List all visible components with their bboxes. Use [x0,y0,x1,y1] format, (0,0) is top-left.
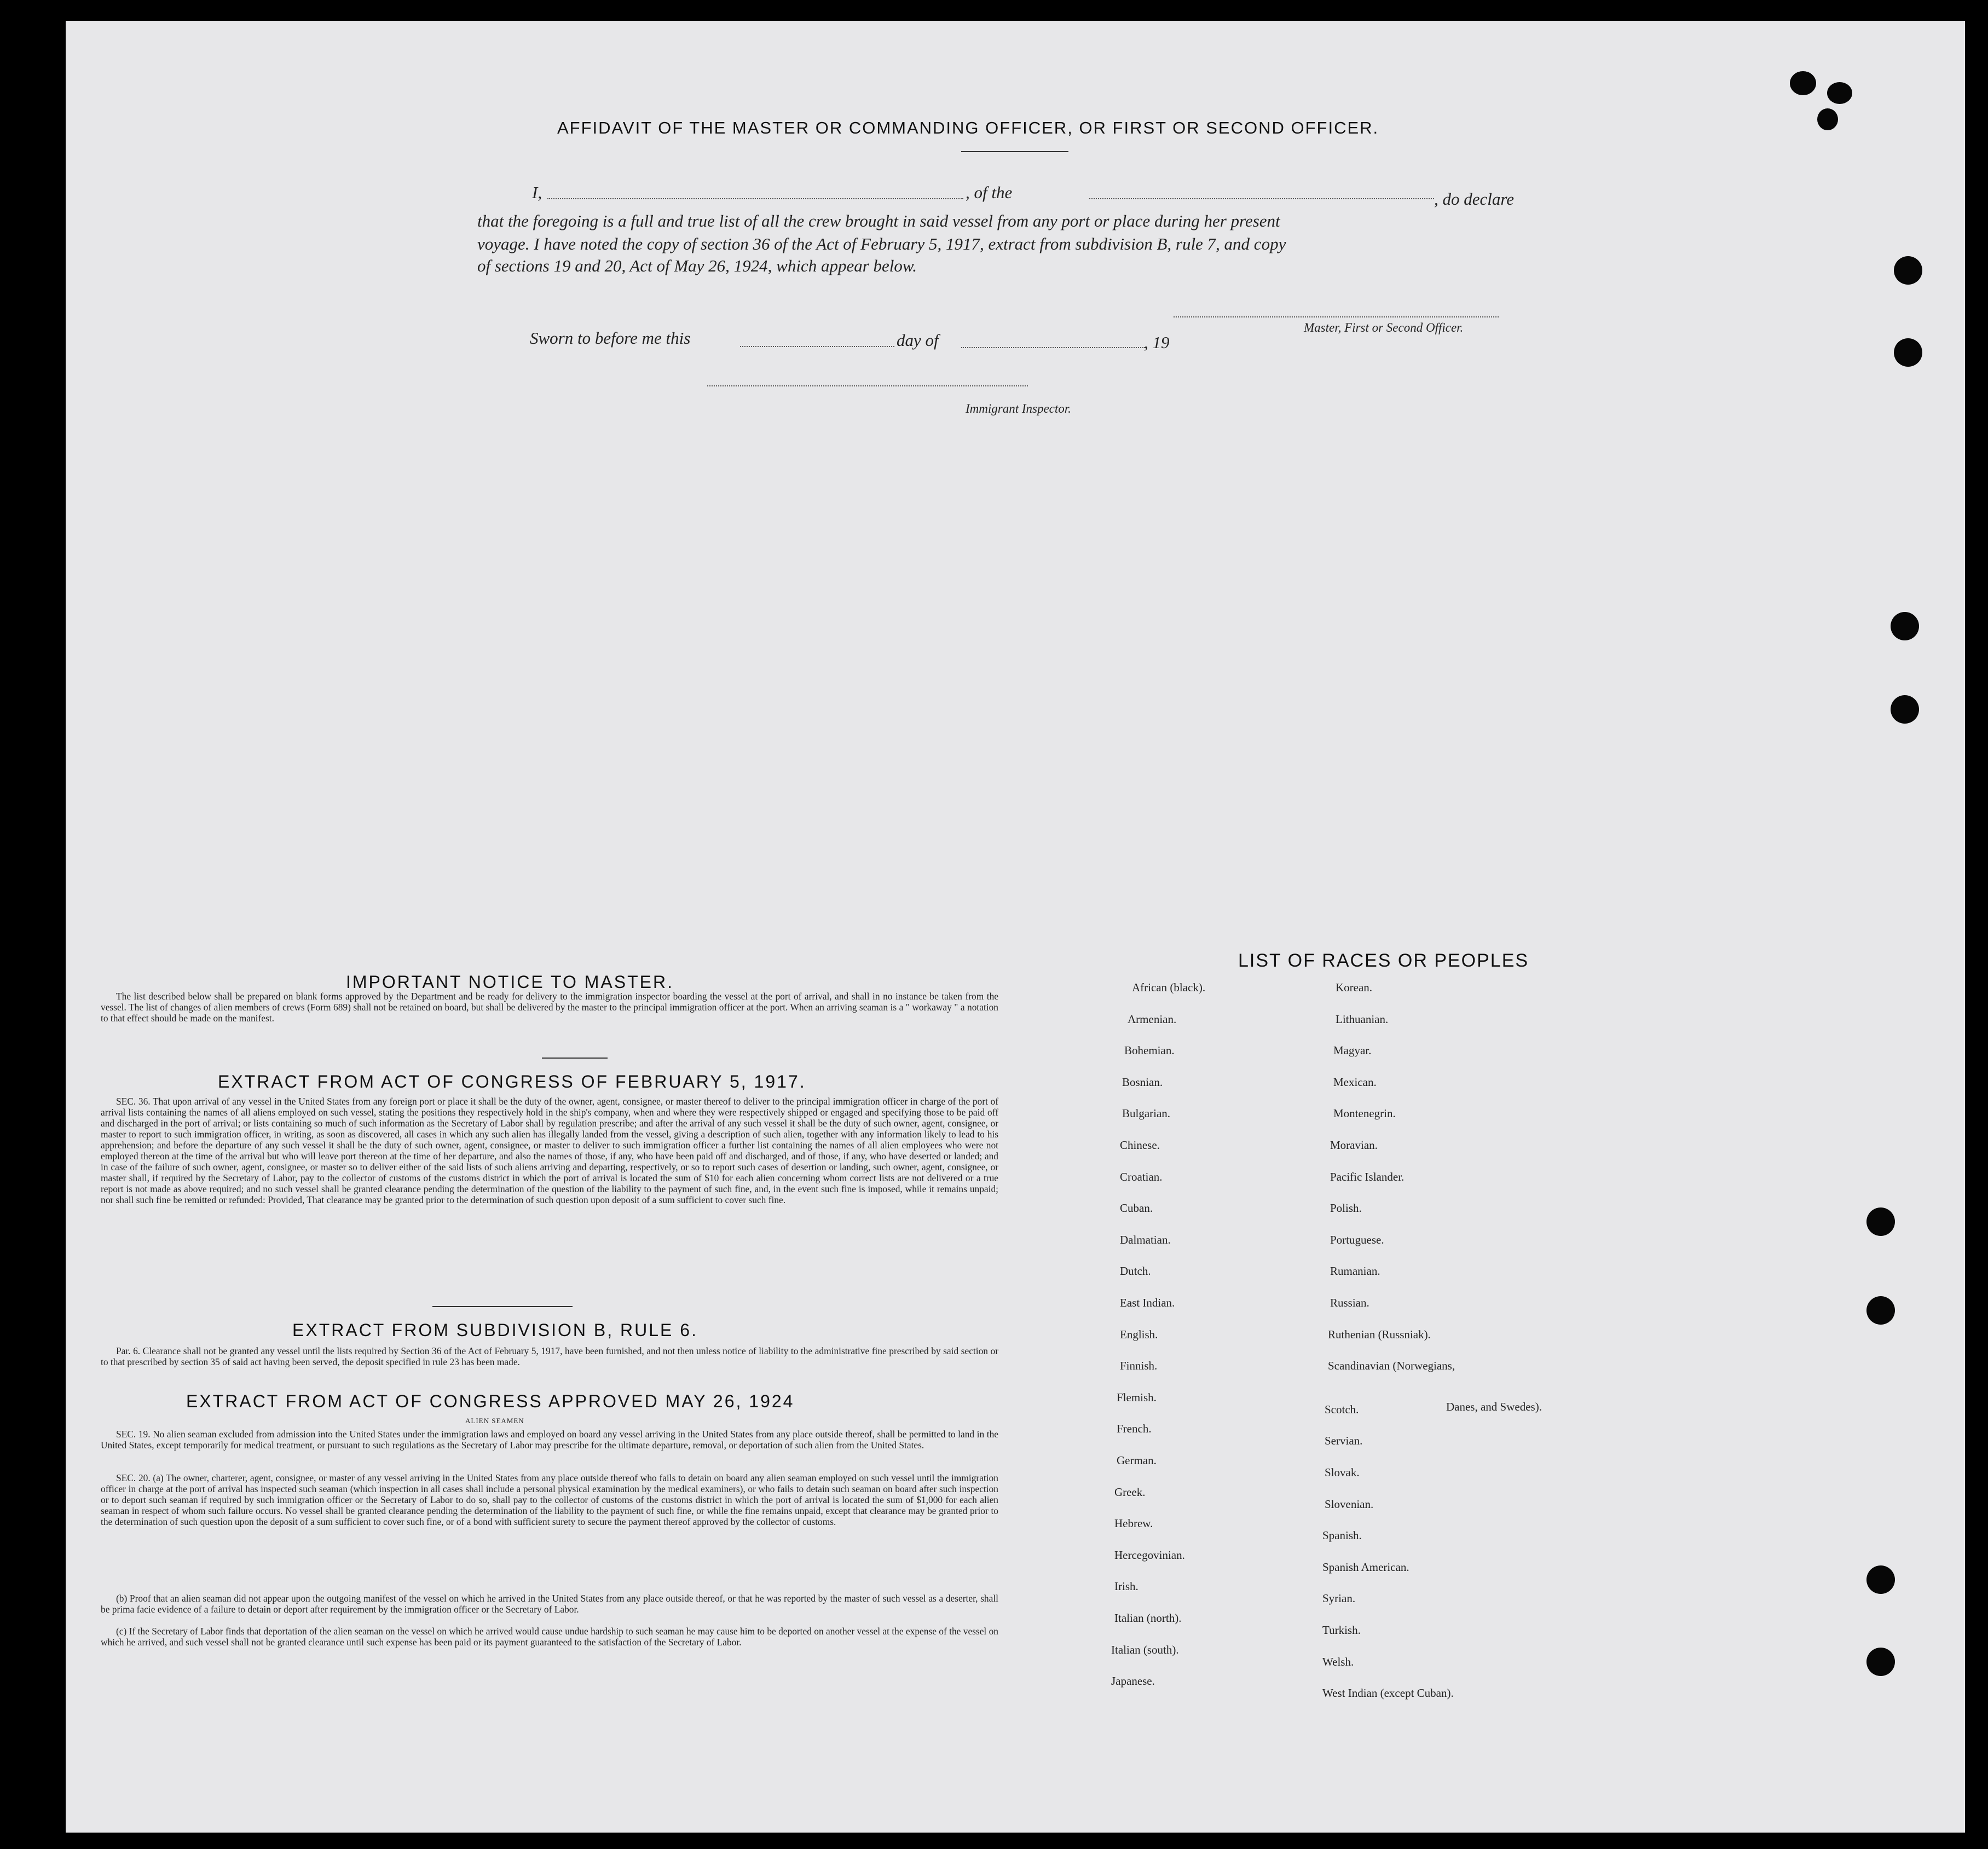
race-left-item: Greek. [1114,1485,1146,1499]
race-scandinavian-cont: Danes, and Swedes). [1446,1400,1542,1413]
race-left-item: Bosnian. [1122,1075,1163,1089]
race-left-item: Hebrew. [1114,1517,1153,1530]
race-left-item: English. [1120,1327,1158,1341]
race-right-item: Polish. [1330,1201,1362,1215]
alien-seamen-subtitle: ALIEN SEAMEN [465,1417,524,1425]
punch-hole-4 [1894,256,1922,285]
races-title: LIST OF RACES OR PEOPLES [1238,950,1529,971]
declaration-line-3: of sections 19 and 20, Act of May 26, 1924, which appear below. [477,256,917,275]
race-right-item: Welsh. [1322,1655,1354,1668]
race-left-item: African (black). [1132,981,1206,994]
race-left-item: Flemish. [1117,1390,1157,1404]
race-right-item: Magyar. [1333,1044,1372,1058]
punch-hole-11 [1866,1648,1895,1676]
inspector-caption: Immigrant Inspector. [966,402,1071,415]
sworn-label: Sworn to before me this [530,328,691,348]
race-left-item: Croatian. [1120,1170,1163,1183]
extract-1917-text: SEC. 36. That upon arrival of any vessel in the United States from any foreign port or place it shall be the duty of the owner, agent, consignee, or master thereof to deliver to the principal immigration officer in charge of the port of arrival lists containing the names of all aliens employed on such vessel, stating the positions they respectively hold in the ship's company, when and where they were respectively shipped or engaged and specifying those to be paid off and discharged in the port of arrival; or lists containing so much of such information as the Secretary of Labor shall by regulation prescribe; and after the arrival of any such vessel it shall be the duty of such owner, agent, consignee, or master to report to such immigration officer, in writing, as soon as discovered, all cases in which any such alien has illegally landed from the vessel, giving a description of such alien, together with any information likely to lead to his apprehension; and before the departure of any such vessel it shall be the duty of such owner, agent, consignee, or master to deliver to such immigration officer a further list containing the names of all alien employees who were not employed thereon at the time of the arrival but who will leave port thereon at the time of her departure, and also the names of those, if any, who have been paid off and discharged, and of those, if any, who have deserted or landed; and in case of the failure of such owner, agent, consignee, or master so to deliver either of the said lists of such aliens arriving and departing, respectively, or so to report such cases of desertion or landing, such owner, agent, consignee, or master shall, if required by the Secretary of Labor, pay to the collector of customs of the customs district in which the port of arrival is located the sum of $10 for each alien concerning whom correct lists are not delivered or a true report is not made as above required; and no such vessel shall be granted clearance pending the determination of the question of the liability to the payment of such fine, and, in the event such fine is imposed, while it remains unpaid; nor shall such fine be remitted or refunded: Provided, That clearance may be granted prior to the determination of such question upon deposit of a sum sufficient to cover such fine. [101,1096,998,1205]
rule-6-text: Par. 6. Clearance shall not be granted any vessel until the lists required by Section 36 of the Act of February 5, 1917, have been furnished, and not then unless notice of liability to the administrative fine prescribed by said section or to that prescribed by section 35 of said act having been served, the deposit specified in rule 23 has been made. [101,1345,998,1367]
punch-hole-10 [1866,1565,1895,1594]
race-right-item: Lithuanian. [1336,1012,1389,1026]
notice-divider [542,1058,608,1059]
punch-hole-6 [1891,612,1919,640]
race-left-item: Dutch. [1120,1264,1151,1278]
sworn-month-line[interactable] [961,347,1145,348]
punch-hole-9 [1866,1296,1895,1325]
race-right-item: Mexican. [1333,1075,1377,1089]
sworn-day-line[interactable] [740,346,894,347]
master-signature-line[interactable] [1174,316,1499,317]
race-right-item: Scandinavian (Norwegians, [1328,1359,1455,1373]
sec-19-text: SEC. 19. No alien seaman excluded from admission into the United States under the immigration laws and employed on board any vessel arriving in the United States from any place outside thereof, shall be permitted to land in the United States, except temporarily for medical treatment, or pursuant to such regulations as the Secretary of Labor may prescribe for the ultimate departure, removal, or deportation of such alien from the United States. [101,1429,998,1451]
punch-hole-3 [1817,108,1838,130]
punch-hole-2 [1827,82,1852,104]
race-right-item: Korean. [1336,981,1373,994]
day-of-label: day of [897,331,939,350]
race-left-item: Finnish. [1120,1359,1158,1373]
race-right-item: Slovenian. [1325,1497,1374,1511]
race-left-item: Bulgarian. [1122,1107,1171,1120]
notice-title: IMPORTANT NOTICE TO MASTER. [346,972,674,992]
race-left-item: Armenian. [1128,1012,1177,1026]
race-right-item: Turkish. [1322,1623,1361,1637]
race-right-item: Slovak. [1325,1466,1360,1479]
vessel-name-line[interactable] [1089,198,1434,199]
punch-hole-5 [1894,338,1922,367]
race-left-item: Italian (south). [1111,1643,1179,1656]
declaration-line-2: voyage. I have noted the copy of section 36 of the Act of February 5, 1917, extract from subdivision B, rule 7, and copy [477,234,1286,253]
race-left-item: Japanese. [1111,1674,1155,1688]
race-left-item: French. [1117,1422,1152,1436]
extract-1924-title: EXTRACT FROM ACT OF CONGRESS APPROVED MAY 26, 1924 [186,1391,795,1411]
extract-1917-title: EXTRACT FROM ACT OF CONGRESS OF FEBRUARY 5, 1917. [218,1072,806,1091]
race-right-item: Rumanian. [1330,1264,1380,1278]
rule-6-title: EXTRACT FROM SUBDIVISION B, RULE 6. [292,1320,698,1340]
affidavit-title: AFFIDAVIT OF THE MASTER OR COMMANDING OFFICER, OR FIRST OR SECOND OFFICER. [557,118,1379,137]
race-left-item: German. [1117,1454,1157,1467]
sec-20a-text: SEC. 20. (a) The owner, charterer, agent, consignee, or master of any vessel arriving in the United States from any place outside thereof who fails to detain on board any alien seaman employed on such vessel until the immigration officer in charge at the port of arrival has inspected such seaman (which inspection in all cases shall include a personal physical examination by the medical examiners), or who fails to detain such seaman on board after such inspection or to deport such seaman if required by such immigration officer or the Secretary of Labor to do so, shall pay to the collector of customs of the customs district in which the port of arrival is located the sum of $1,000 for each alien seaman in respect of whom such failure occurs. No vessel shall be granted clearance pending the determination of the liability to the payment of such fine, or while the fine remains unpaid, except that clearance may be granted prior to the determination of such question upon the deposit of a sum sufficient to cover such fine, or of a bond with sufficient surety to secure the payment thereof approved by the collector of customs. [101,1472,998,1527]
sec-20b-text: (b) Proof that an alien seaman did not appear upon the outgoing manifest of the vessel on which he arrived in the United States from any place outside thereof, or that he was reported by the master of such vessel as a deserter, shall be prima facie evidence of a failure to detain or deport after requirement by the immigration officer or the Secretary of Labor. [101,1593,998,1615]
form-page [66,21,1965,1833]
race-left-item: Dalmatian. [1120,1233,1171,1246]
title-underline [961,151,1068,152]
race-right-item: Moravian. [1330,1139,1378,1152]
race-right-item: Spanish. [1322,1529,1362,1542]
year-label: , 19 [1144,333,1170,352]
race-right-item: Syrian. [1322,1592,1356,1605]
declaration-line-1: that the foregoing is a full and true list of all the crew brought in said vessel from any port or place during her present [477,211,1280,230]
punch-hole-8 [1866,1207,1895,1236]
punch-hole-1 [1790,71,1816,95]
declarant-label: I, [532,183,542,202]
race-left-item: Irish. [1114,1580,1139,1593]
race-right-item: Servian. [1325,1434,1363,1448]
do-declare-label: , do declare [1434,189,1515,209]
extract-1917-divider [432,1306,573,1307]
punch-hole-7 [1891,695,1919,724]
declarant-name-line[interactable] [547,198,963,199]
master-signature-caption: Master, First or Second Officer. [1304,321,1464,334]
notice-text: The list described below shall be prepared on blank forms approved by the Department and be ready for delivery to the immigration inspector boarding the vessel at the port of arrival, and shall in no instance be taken from the vessel. The list of changes of alien members of crews (Form 689) shall not be retained on board, but shall be delivered by the master to the principal immigration officer at the port. When an arriving seaman is a " workaway " a notation to that effect should be made on the manifest. [101,991,998,1024]
race-right-item: Scotch. [1325,1402,1359,1416]
of-the-label: , of the [966,183,1013,202]
race-left-item: East Indian. [1120,1296,1175,1309]
race-left-item: Bohemian. [1124,1044,1175,1058]
race-right-item: Russian. [1330,1296,1369,1309]
sec-20c-text: (c) If the Secretary of Labor finds that deportation of the alien seaman on the vessel on which he arrived would cause undue hardship to such seaman he may cause him to be deported on another vessel at the expense of the vessel on which he arrived, and such vessel shall not be granted clearance until such expense has been paid or its payment guaranteed to the satisfaction of the Secretary of Labor. [101,1626,998,1648]
race-right-item: Spanish American. [1322,1560,1409,1574]
race-right-item: Ruthenian (Russniak). [1328,1327,1431,1341]
race-left-item: Hercegovinian. [1114,1548,1185,1562]
race-left-item: Cuban. [1120,1201,1153,1215]
race-right-item: Portuguese. [1330,1233,1384,1246]
race-right-item: Montenegrin. [1333,1107,1396,1120]
race-right-item: Pacific Islander. [1330,1170,1405,1183]
race-left-item: Chinese. [1120,1139,1160,1152]
race-right-item: West Indian (except Cuban). [1322,1686,1454,1700]
inspector-signature-line[interactable] [707,385,1028,386]
race-left-item: Italian (north). [1114,1611,1182,1625]
